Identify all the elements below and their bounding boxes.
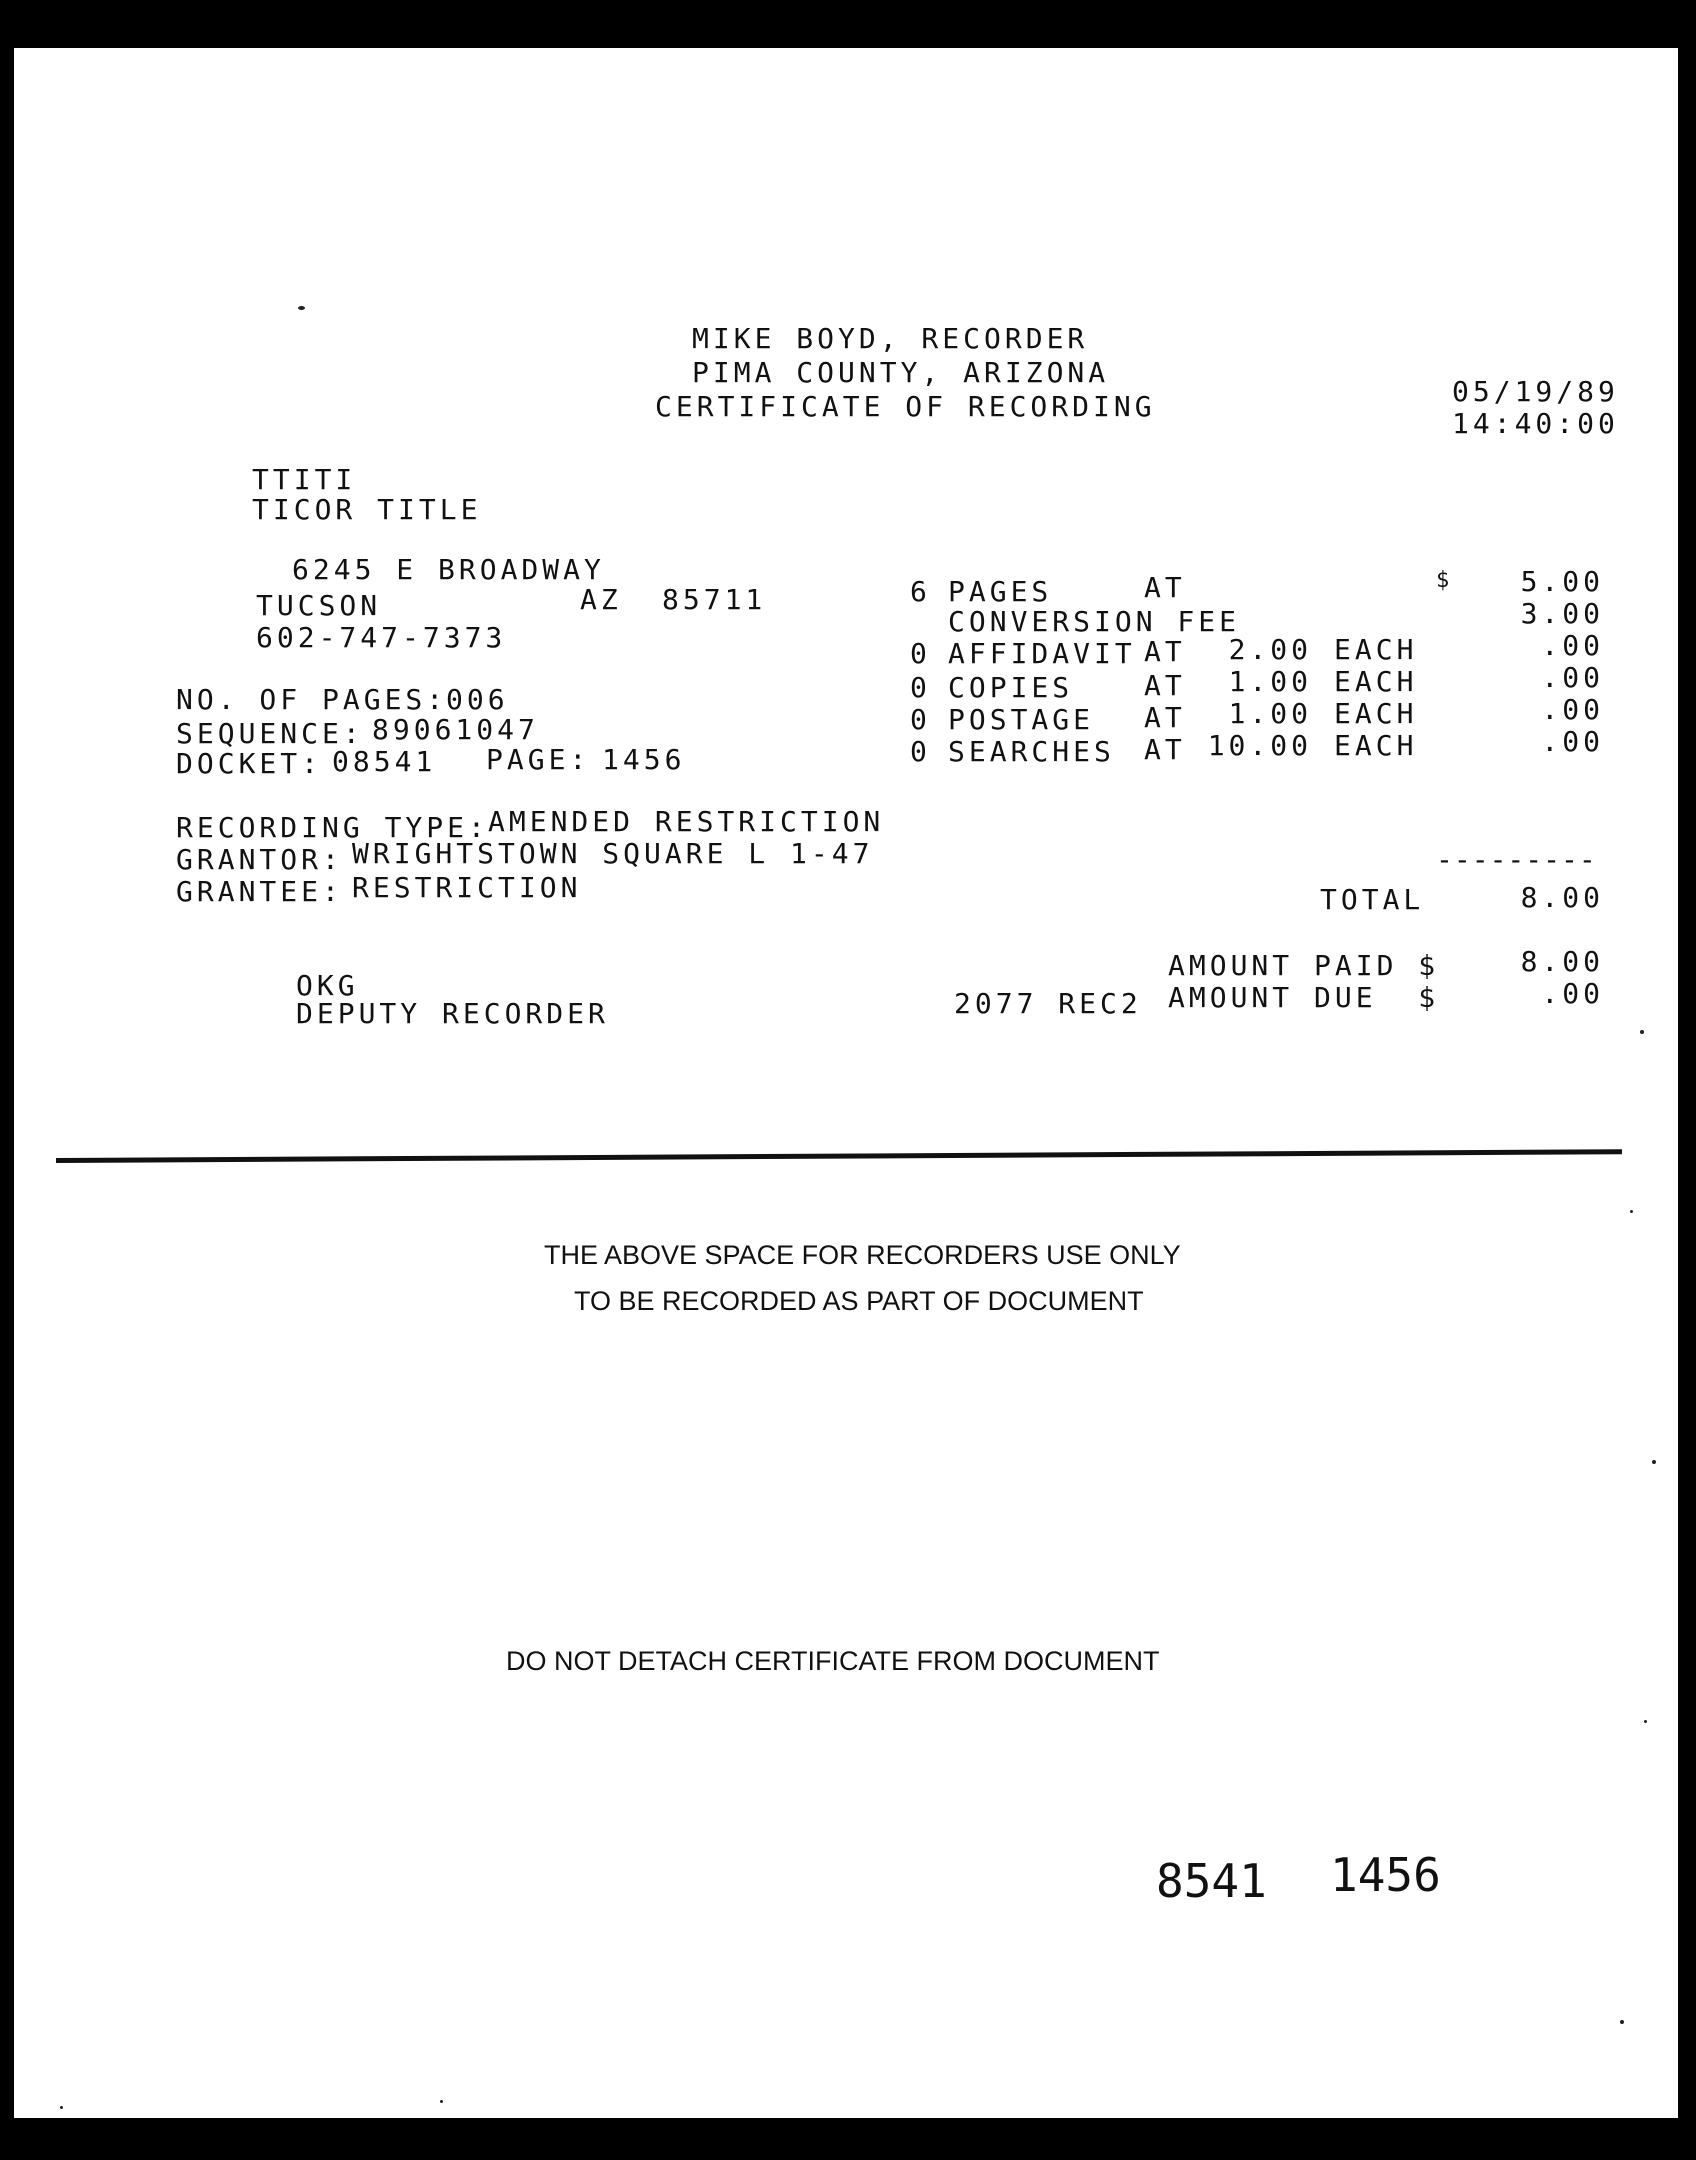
fee-rate: 1.00 — [1228, 697, 1312, 730]
party-code: TTITI — [252, 463, 357, 496]
scan-speck — [440, 2100, 443, 2103]
party-phone: 602-747-7373 — [256, 621, 507, 654]
currency-symbol: $ — [1436, 568, 1454, 593]
deputy-title: DEPUTY RECORDER — [296, 997, 609, 1030]
fee-item: POSTAGE — [948, 703, 1095, 736]
sequence-label: SEQUENCE: — [176, 717, 364, 750]
fee-rate: 10.00 — [1207, 729, 1312, 762]
docket-value: 08541 — [332, 745, 437, 778]
party-zip: 85711 — [662, 583, 767, 616]
fee-item: CONVERSION FEE — [948, 605, 1241, 638]
grantor-value: WRIGHTSTOWN SQUARE L 1-47 — [352, 837, 874, 870]
sequence-value: 89061047 — [372, 713, 539, 746]
total-label: TOTAL — [1320, 883, 1425, 916]
fee-item: SEARCHES — [948, 735, 1115, 768]
pages-value: 006 — [446, 683, 509, 716]
fee-at: AT — [1144, 701, 1186, 734]
recorder-name: MIKE BOYD, RECORDER — [692, 322, 1089, 355]
recording-time: 14:40:00 — [1452, 407, 1619, 440]
fee-item: PAGES — [948, 575, 1053, 608]
fee-item: AFFIDAVIT — [948, 637, 1136, 670]
amount-due-value: .00 — [1541, 977, 1604, 1010]
page-label: PAGE: — [486, 743, 591, 776]
fee-qty: 0 — [910, 637, 931, 670]
fee-qty: 0 — [910, 703, 931, 736]
fee-amount: .00 — [1541, 693, 1604, 726]
docket-label: DOCKET: — [176, 747, 323, 780]
scan-speck — [1640, 1030, 1644, 1034]
grantee-label: GRANTEE: — [176, 875, 343, 908]
stamp-page-number: 1456 — [1330, 1848, 1441, 1902]
party-city: TUCSON — [256, 589, 382, 622]
fee-at: AT — [1144, 635, 1186, 668]
fee-rate: 1.00 — [1228, 665, 1312, 698]
amount-due-label: AMOUNT DUE $ — [1168, 981, 1440, 1014]
fee-at: AT — [1144, 733, 1186, 766]
fee-amount: .00 — [1541, 725, 1604, 758]
recording-date: 05/19/89 — [1452, 375, 1619, 408]
scan-speck — [60, 2106, 63, 2109]
party-name: TICOR TITLE — [252, 493, 482, 526]
notice-recorders-use: THE ABOVE SPACE FOR RECORDERS USE ONLY — [544, 1240, 1181, 1270]
scan-speck — [1630, 1210, 1633, 1213]
notice-part-of-document: TO BE RECORDED AS PART OF DOCUMENT — [574, 1286, 1144, 1316]
recording-type-value: AMENDED RESTRICTION — [488, 805, 885, 838]
fee-each: EACH — [1334, 697, 1418, 730]
party-street: 6245 E BROADWAY — [292, 553, 605, 586]
certificate-title: CERTIFICATE OF RECORDING — [655, 390, 1156, 423]
scan-speck — [298, 306, 305, 310]
fee-qty: 0 — [910, 735, 931, 768]
amount-paid-value: 8.00 — [1520, 945, 1604, 978]
fee-each: EACH — [1334, 665, 1418, 698]
fee-at: AT — [1144, 669, 1186, 702]
grantor-label: GRANTOR: — [176, 843, 343, 876]
fee-qty: 0 — [910, 671, 931, 704]
scan-speck — [1620, 2020, 1624, 2024]
party-state: AZ — [580, 583, 622, 616]
fee-rate: 2.00 — [1228, 633, 1312, 666]
fee-amount: .00 — [1541, 661, 1604, 694]
fee-amount: 3.00 — [1520, 597, 1604, 630]
notice-do-not-detach: DO NOT DETACH CERTIFICATE FROM DOCUMENT — [506, 1646, 1160, 1676]
county-name: PIMA COUNTY, ARIZONA — [692, 356, 1110, 389]
fee-at: AT — [1144, 571, 1186, 604]
deputy-initials: OKG — [296, 969, 359, 1002]
fee-amount: 5.00 — [1520, 565, 1604, 598]
fee-qty: 6 — [910, 575, 931, 608]
page-value: 1456 — [602, 743, 686, 776]
scan-speck — [1652, 1460, 1656, 1464]
stamp-docket-number: 8541 — [1156, 1854, 1267, 1908]
fee-each: EACH — [1334, 633, 1418, 666]
recording-type-label: RECORDING TYPE: — [176, 811, 489, 844]
pages-label: NO. OF PAGES: — [176, 683, 448, 716]
total-value: 8.00 — [1520, 881, 1604, 914]
receipt-number: 2077 REC2 — [954, 987, 1142, 1020]
total-separator: --------- — [1436, 843, 1597, 876]
scan-speck — [1644, 1720, 1647, 1723]
fee-item: COPIES — [948, 671, 1074, 704]
amount-paid-label: AMOUNT PAID $ — [1168, 949, 1440, 982]
fee-each: EACH — [1334, 729, 1418, 762]
fee-amount: .00 — [1541, 629, 1604, 662]
grantee-value: RESTRICTION — [352, 871, 582, 904]
